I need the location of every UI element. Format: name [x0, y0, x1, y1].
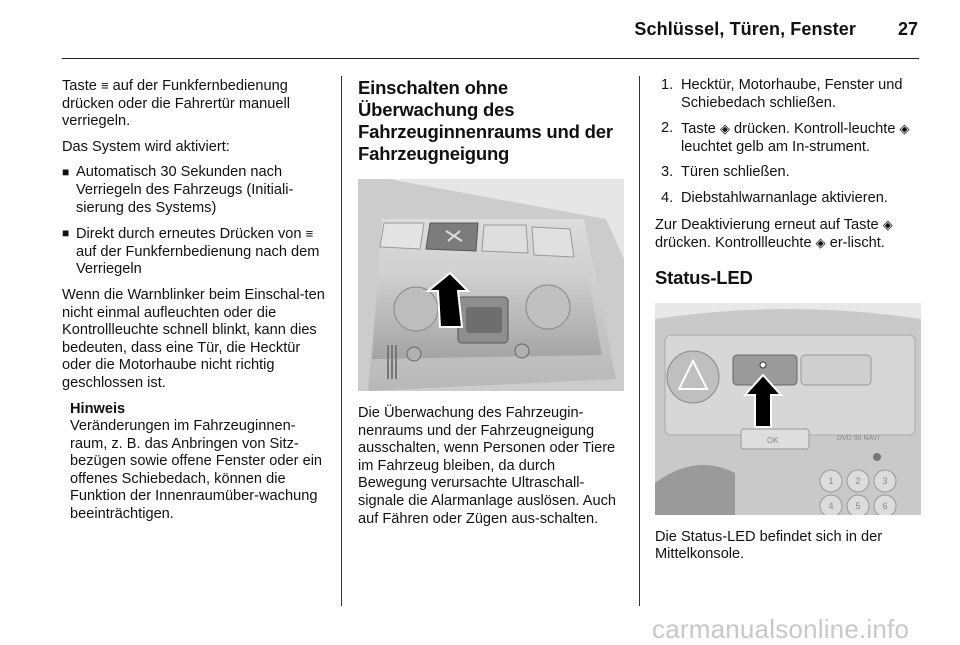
- column-2: [358, 77, 626, 536]
- text-fragment: Direkt durch erneutes Drücken von: [76, 226, 302, 243]
- paragraph-warning: Wenn die Warnblinker beim Einschal-ten nicht einmal aufleuchten oder die Kontrollleuchte schnell blinkt, kann dies bedeuten, dass eine Tür, die Hecktür oder die Motorhaube nicht richtig geschlossen ist.: [62, 286, 325, 391]
- paragraph-status: Die Status-LED befindet sich in der Mittelkonsole.: [655, 528, 883, 563]
- overhead-console-photo: [358, 179, 624, 391]
- vehicle-tilt-icon: ◈: [882, 216, 893, 232]
- watermark: carmanualsonline.info: [652, 614, 910, 644]
- keypad-key: 4: [828, 500, 834, 511]
- text-fragment: Zur Deaktivierung erneut auf Taste: [655, 216, 879, 233]
- keypad-key: 5: [855, 500, 861, 511]
- column-3: [655, 77, 921, 572]
- list-item: ■ Automatisch 30 Sekunden nach Verriegeln des Fahrzeugs (Initiali-sierung des Systems): [62, 164, 326, 217]
- list-item: [655, 190, 921, 208]
- step-text: Diebstahlwarnanlage aktivieren.: [681, 189, 888, 206]
- text-fragment: auf der Funkfernbedienung nach dem Verriegeln: [76, 243, 320, 278]
- vehicle-tilt-icon: ◈: [899, 121, 910, 137]
- page-header: [0, 19, 960, 45]
- step-number: 4.: [661, 189, 674, 206]
- list-item: [655, 164, 921, 182]
- hint-box: [62, 401, 326, 524]
- center-console-photo: [655, 303, 921, 515]
- paragraph-deactivate: [655, 216, 921, 253]
- activation-list: [62, 164, 326, 279]
- text-fragment: leuchtet gelb am In-strument.: [681, 138, 870, 155]
- lock-bars-icon: ≡: [305, 226, 314, 242]
- hint-title: Hinweis: [70, 400, 126, 417]
- step-text: Hecktür, Motorhaube, Fenster und Schiebedach schließen.: [681, 77, 903, 111]
- text-fragment: er-lischt.: [829, 235, 885, 252]
- steps-list: [655, 77, 921, 208]
- section-heading-status: Status-LED: [655, 266, 753, 288]
- center-console-illustration: [655, 303, 921, 515]
- page-title: Schlüssel, Türen, Fenster: [634, 19, 856, 39]
- dvd-label: DVD 90 NAVI: [837, 434, 880, 442]
- keypad-key: 2: [855, 475, 861, 486]
- header-rule: [62, 58, 919, 59]
- list-item: [655, 120, 921, 156]
- paragraph-lock: [62, 77, 326, 131]
- step-number: 2.: [661, 120, 674, 137]
- ok-label: OK: [767, 435, 779, 445]
- list-item: [655, 77, 921, 112]
- vehicle-tilt-icon: ◈: [815, 235, 826, 251]
- step-text: Türen schließen.: [681, 164, 790, 181]
- keypad-key: 3: [882, 475, 888, 486]
- column-1: [62, 77, 326, 524]
- text-fragment: Taste: [681, 121, 716, 138]
- paragraph-disable: Die Überwachung des Fahrzeugin-nenraums und der Fahrzeugneigung ausschalten, wenn Personen oder Tiere im Fahrzeug bleiben, da durch Bewegung verursachte Ultraschall-signale die Alarmanlage auslösen. Auch auf Fähren oder Zügen aus-schalten.: [358, 405, 616, 527]
- text-fragment: drücken. Kontroll-leuchte: [734, 121, 896, 138]
- section-heading: Einschalten ohne Überwachung des Fahrzeuginnenraums und der Fahrzeugneigung: [358, 77, 613, 164]
- list-item: [62, 225, 326, 279]
- step-number: 3.: [661, 164, 674, 181]
- lock-bars-icon: ≡: [100, 78, 109, 93]
- overhead-console-illustration: [358, 179, 624, 391]
- keypad-key: 1: [828, 475, 834, 486]
- column-divider-2: [639, 76, 640, 606]
- hint-text: Veränderungen im Fahrzeuginnen-raum, z. B. das Anbringen von Sitz-bezügen sowie offene Fenster oder ein offenes Schiebedach, können die Funktion der Innenraumüber-wachung beeinträchtigen.: [70, 418, 323, 523]
- keypad-key: 6: [882, 500, 888, 511]
- step-number: 1.: [661, 77, 674, 93]
- page-number: 27: [897, 19, 918, 39]
- vehicle-tilt-icon: ◈: [719, 121, 730, 137]
- paragraph-activated: Das System wird aktiviert:: [62, 138, 230, 155]
- column-divider-1: [341, 76, 342, 606]
- text-fragment: Taste: [62, 78, 97, 94]
- text-fragment: auf der Funkfernbedienung drücken oder die Fahrertür manuell verriegeln.: [62, 78, 290, 130]
- text-fragment: drücken. Kontrollleuchte: [655, 235, 812, 252]
